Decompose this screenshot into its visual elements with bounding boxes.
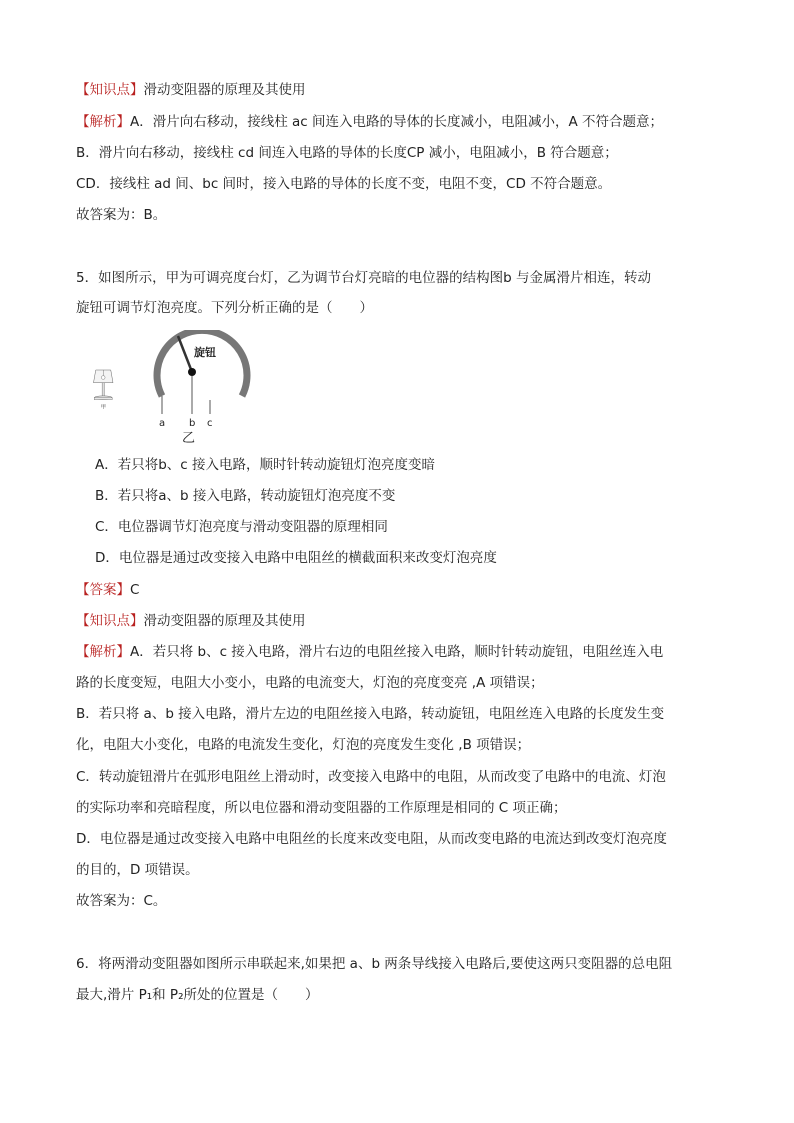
analysis-text: A．滑片向右移动，接线柱 ac 间连入电路的导体的长度减小，电阻减小，A 不符合题意；: [130, 114, 664, 130]
knowledge-point-row: [76, 611, 734, 631]
analysis-line: 路的长度变短，电阻大小变小，电路的电流变大，灯泡的亮度变亮 ,A 项错误；: [76, 675, 544, 691]
label-jia: 甲: [101, 404, 106, 411]
knowledge-point-tag: 【知识点】: [76, 613, 144, 629]
desk-lamp-figure: [92, 330, 152, 446]
knob-label: 旋钮: [194, 346, 216, 359]
terminal-a-label: a: [159, 418, 166, 429]
analysis-line: 的目的，D 项错误。: [76, 862, 199, 878]
knowledge-point-text: 滑动变阻器的原理及其使用: [143, 613, 306, 629]
analysis-row: [76, 112, 734, 132]
option-d: D．电位器是通过改变接入电路中电阻丝的横截面积来改变灯泡亮度: [95, 550, 497, 566]
question-5-stem: 旋钮可调节灯泡亮度。下列分析正确的是（ ）: [76, 300, 373, 316]
analysis-line: B．滑片向右移动，接线柱 cd 间连入电路的导体的长度CP 减小，电阻减小，B 符合题意；: [76, 145, 618, 161]
analysis-line: D．电位器是通过改变接入电路中电阻丝的长度来改变电阻，从而改变电路的电流达到改变灯泡亮度: [76, 831, 667, 847]
slider-icon: [178, 336, 192, 372]
question-6-stem: 最大,滑片 P₁和 P₂所处的位置是（ ）: [76, 987, 319, 1003]
analysis-text: A．若只将 b、c 接入电路，滑片右边的电阻丝接入电路，顺时针转动旋钮，电阻丝连入电: [130, 644, 664, 660]
analysis-line: C．转动旋钮滑片在弧形电阻丝上滑动时，改变接入电路中的电阻，从而改变了电路中的电流、灯泡: [76, 769, 666, 785]
pivot-icon: [188, 368, 196, 376]
analysis-tag: 【解析】: [76, 644, 130, 660]
analysis-line: CD．接线柱 ad 间、bc 间时，接入电路的导体的长度不变，电阻不变，CD 不符合题意。: [76, 176, 612, 192]
answer-row: [76, 580, 734, 600]
analysis-line: 化，电阻大小变化，电路的电流发生变化，灯泡的亮度发生变化 ,B 项错误；: [76, 737, 531, 753]
analysis-row: [76, 642, 734, 662]
option-c: C．电位器调节灯泡亮度与滑动变阻器的原理相同: [95, 519, 388, 535]
label-yi: 乙: [182, 431, 196, 446]
answer-value: C: [130, 582, 140, 598]
terminal-b-label: b: [189, 418, 196, 429]
potentiometer-figure: [150, 330, 260, 446]
analysis-line: 的实际功率和亮暗程度，所以电位器和滑动变阻器的工作原理是相同的 C 项正确；: [76, 800, 567, 816]
question-5-stem: 5．如图所示，甲为可调亮度台灯，乙为调节台灯亮暗的电位器的结构图b 与金属滑片相连，转动: [76, 270, 651, 286]
answer-line: 故答案为：B。: [76, 207, 167, 223]
question-6-stem: 6．将两滑动变阻器如图所示串联起来,如果把 a、b 两条导线接入电路后,要使这两只变阻器的总电阻: [76, 956, 673, 972]
answer-line: 故答案为：C。: [76, 893, 167, 909]
knowledge-point-row: [76, 80, 734, 100]
analysis-tag: 【解析】: [76, 114, 130, 130]
knowledge-point-text: 滑动变阻器的原理及其使用: [143, 82, 306, 98]
terminal-c-label: c: [207, 418, 213, 429]
lamp-icon: [94, 370, 114, 400]
option-b: B．若只将a、b 接入电路，转动旋钮灯泡亮度不变: [95, 488, 396, 504]
analysis-line: B．若只将 a、b 接入电路，滑片左边的电阻丝接入电路，转动旋钮，电阻丝连入电路的长度发生变: [76, 706, 665, 722]
option-a: A．若只将b、c 接入电路，顺时针转动旋钮灯泡亮度变暗: [95, 457, 436, 473]
knowledge-point-tag: 【知识点】: [76, 82, 144, 98]
resistance-arc-icon: [157, 330, 247, 396]
answer-tag: 【答案】: [76, 582, 130, 598]
